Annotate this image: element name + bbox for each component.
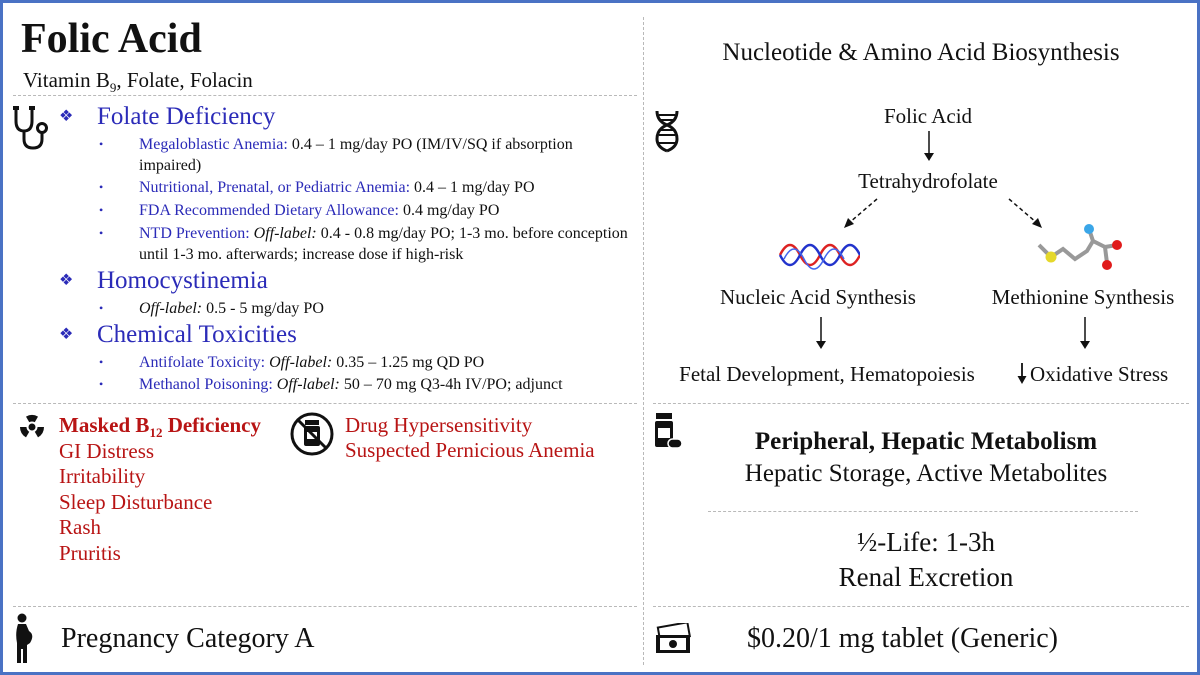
diamond-bullet-icon: ❖ xyxy=(59,272,74,289)
item-label: Nutritional, Prenatal, or Pediatric Anemia: xyxy=(139,179,411,196)
list-item xyxy=(99,200,635,221)
list-item xyxy=(99,223,635,265)
cost-text: $0.20/1 mg tablet (Generic) xyxy=(747,623,1059,654)
radiation-icon xyxy=(15,410,49,444)
adverse-bold-sub: 12 xyxy=(149,425,163,441)
decrease-arrow-icon xyxy=(1016,362,1028,386)
arrow-down-icon xyxy=(1078,317,1092,351)
bullet-dot-icon: • xyxy=(99,377,104,391)
bullet-dot-icon: • xyxy=(99,355,104,369)
indication-heading-toxicities xyxy=(59,320,297,350)
adverse-bold-post: Deficiency xyxy=(162,413,261,437)
bullet-dot-icon: • xyxy=(99,301,104,315)
bullet-dot-icon: • xyxy=(99,226,104,240)
item-text: 0.4 - 0.8 mg/day PO; 1-3 mo. before conception until 1-3 mo. afterwards; increase dose if high-risk xyxy=(139,225,628,263)
pk-metabolism: Peripheral, Hepatic Metabolism xyxy=(754,428,1098,455)
item-italic: Off-label: xyxy=(272,376,340,393)
indication-heading-text: Chemical Toxicities xyxy=(97,321,297,348)
arrow-down-icon xyxy=(922,131,936,163)
item-text: 0.4 – 1 mg/day PO (IM/IV/SQ if absorption impaired) xyxy=(139,136,573,174)
item-text: 0.35 – 1.25 mg QD PO xyxy=(332,354,485,371)
item-label: NTD Prevention: xyxy=(139,225,254,242)
item-text: 0.4 mg/day PO xyxy=(398,202,500,219)
item-text: 0.5 - 5 mg/day PO xyxy=(202,300,324,317)
node-nucleic-acid-synthesis: Nucleic Acid Synthesis xyxy=(720,285,916,309)
pregnancy-category: Pregnancy Category A xyxy=(61,623,315,654)
node-methionine-synthesis: Methionine Synthesis xyxy=(991,285,1175,309)
money-icon xyxy=(653,623,693,655)
diamond-bullet-icon: ❖ xyxy=(59,326,74,343)
adverse-item: Rash xyxy=(59,515,101,539)
adverse-item: Pruritis xyxy=(59,541,121,565)
adverse-item: GI Distress xyxy=(59,439,155,463)
item-italic: Off-label: xyxy=(139,300,203,317)
center-divider xyxy=(643,17,644,665)
item-italic: Off-label: xyxy=(253,225,317,242)
pregnant-woman-icon xyxy=(11,613,37,665)
diamond-bullet-icon: ❖ xyxy=(59,108,74,125)
contraindication-item: Suspected Pernicious Anemia xyxy=(345,438,595,462)
node-fetal-development: Fetal Development, Hematopoiesis xyxy=(679,362,975,386)
item-italic: Off-label: xyxy=(265,354,333,371)
bullet-dot-icon: • xyxy=(99,137,104,151)
page-title: Folic Acid xyxy=(21,16,202,62)
node-folic-acid: Folic Acid xyxy=(883,104,973,128)
divider-pk xyxy=(708,511,1138,512)
pk-excretion: Renal Excretion xyxy=(838,562,1014,592)
divider-header xyxy=(13,95,637,96)
contraindication-item: Drug Hypersensitivity xyxy=(345,413,533,437)
dna-helix-icon xyxy=(778,235,860,275)
pk-storage: Hepatic Storage, Active Metabolites xyxy=(744,460,1108,487)
indication-heading-text: Homocystinemia xyxy=(97,267,268,294)
subtitle-post: , Folate, Folacin xyxy=(116,68,253,92)
item-text: 50 – 70 mg Q3-4h IV/PO; adjunct xyxy=(339,376,563,393)
list-item xyxy=(99,177,635,198)
indication-heading-homocystinemia xyxy=(59,266,268,296)
divider-adverse xyxy=(13,606,637,607)
divider-pk-bottom xyxy=(653,606,1189,607)
arrow-down-icon xyxy=(814,317,828,351)
list-item xyxy=(99,134,635,176)
item-text: 0.4 – 1 mg/day PO xyxy=(410,179,535,196)
list-item xyxy=(99,374,635,395)
drug-synonyms xyxy=(23,67,253,101)
divider-indications xyxy=(13,403,637,404)
node-tetrahydrofolate: Tetrahydrofolate xyxy=(858,169,998,193)
list-item xyxy=(99,298,635,319)
indication-heading-text: Folate Deficiency xyxy=(97,103,276,130)
bullet-dot-icon: • xyxy=(99,203,104,217)
item-label: Megaloblastic Anemia: xyxy=(139,136,288,153)
indication-heading-folate xyxy=(59,102,275,132)
item-label: Methanol Poisoning: xyxy=(139,376,273,393)
item-label: Antifolate Toxicity: xyxy=(139,354,266,371)
pk-half-life: ½-Life: 1-3h xyxy=(857,527,995,557)
item-label: FDA Recommended Dietary Allowance: xyxy=(139,202,399,219)
stethoscope-icon xyxy=(11,105,49,151)
dashed-arrow-left-icon xyxy=(841,197,881,231)
adverse-item: Sleep Disturbance xyxy=(59,490,213,514)
list-item xyxy=(99,352,635,373)
bullet-dot-icon: • xyxy=(99,180,104,194)
adverse-bold-pre: Masked B xyxy=(59,413,150,437)
dna-icon xyxy=(653,109,681,155)
adverse-item: Irritability xyxy=(59,464,146,488)
subtitle-sub: 9 xyxy=(109,80,117,96)
node-oxidative-stress: Oxidative Stress xyxy=(1030,362,1169,386)
divider-mechanism xyxy=(653,403,1189,404)
subtitle-pre: Vitamin B xyxy=(23,68,110,92)
no-pill-bottle-icon xyxy=(289,411,335,457)
mechanism-title: Nucleotide & Amino Acid Biosynthesis xyxy=(722,39,1120,66)
methionine-molecule-icon xyxy=(1033,223,1123,285)
